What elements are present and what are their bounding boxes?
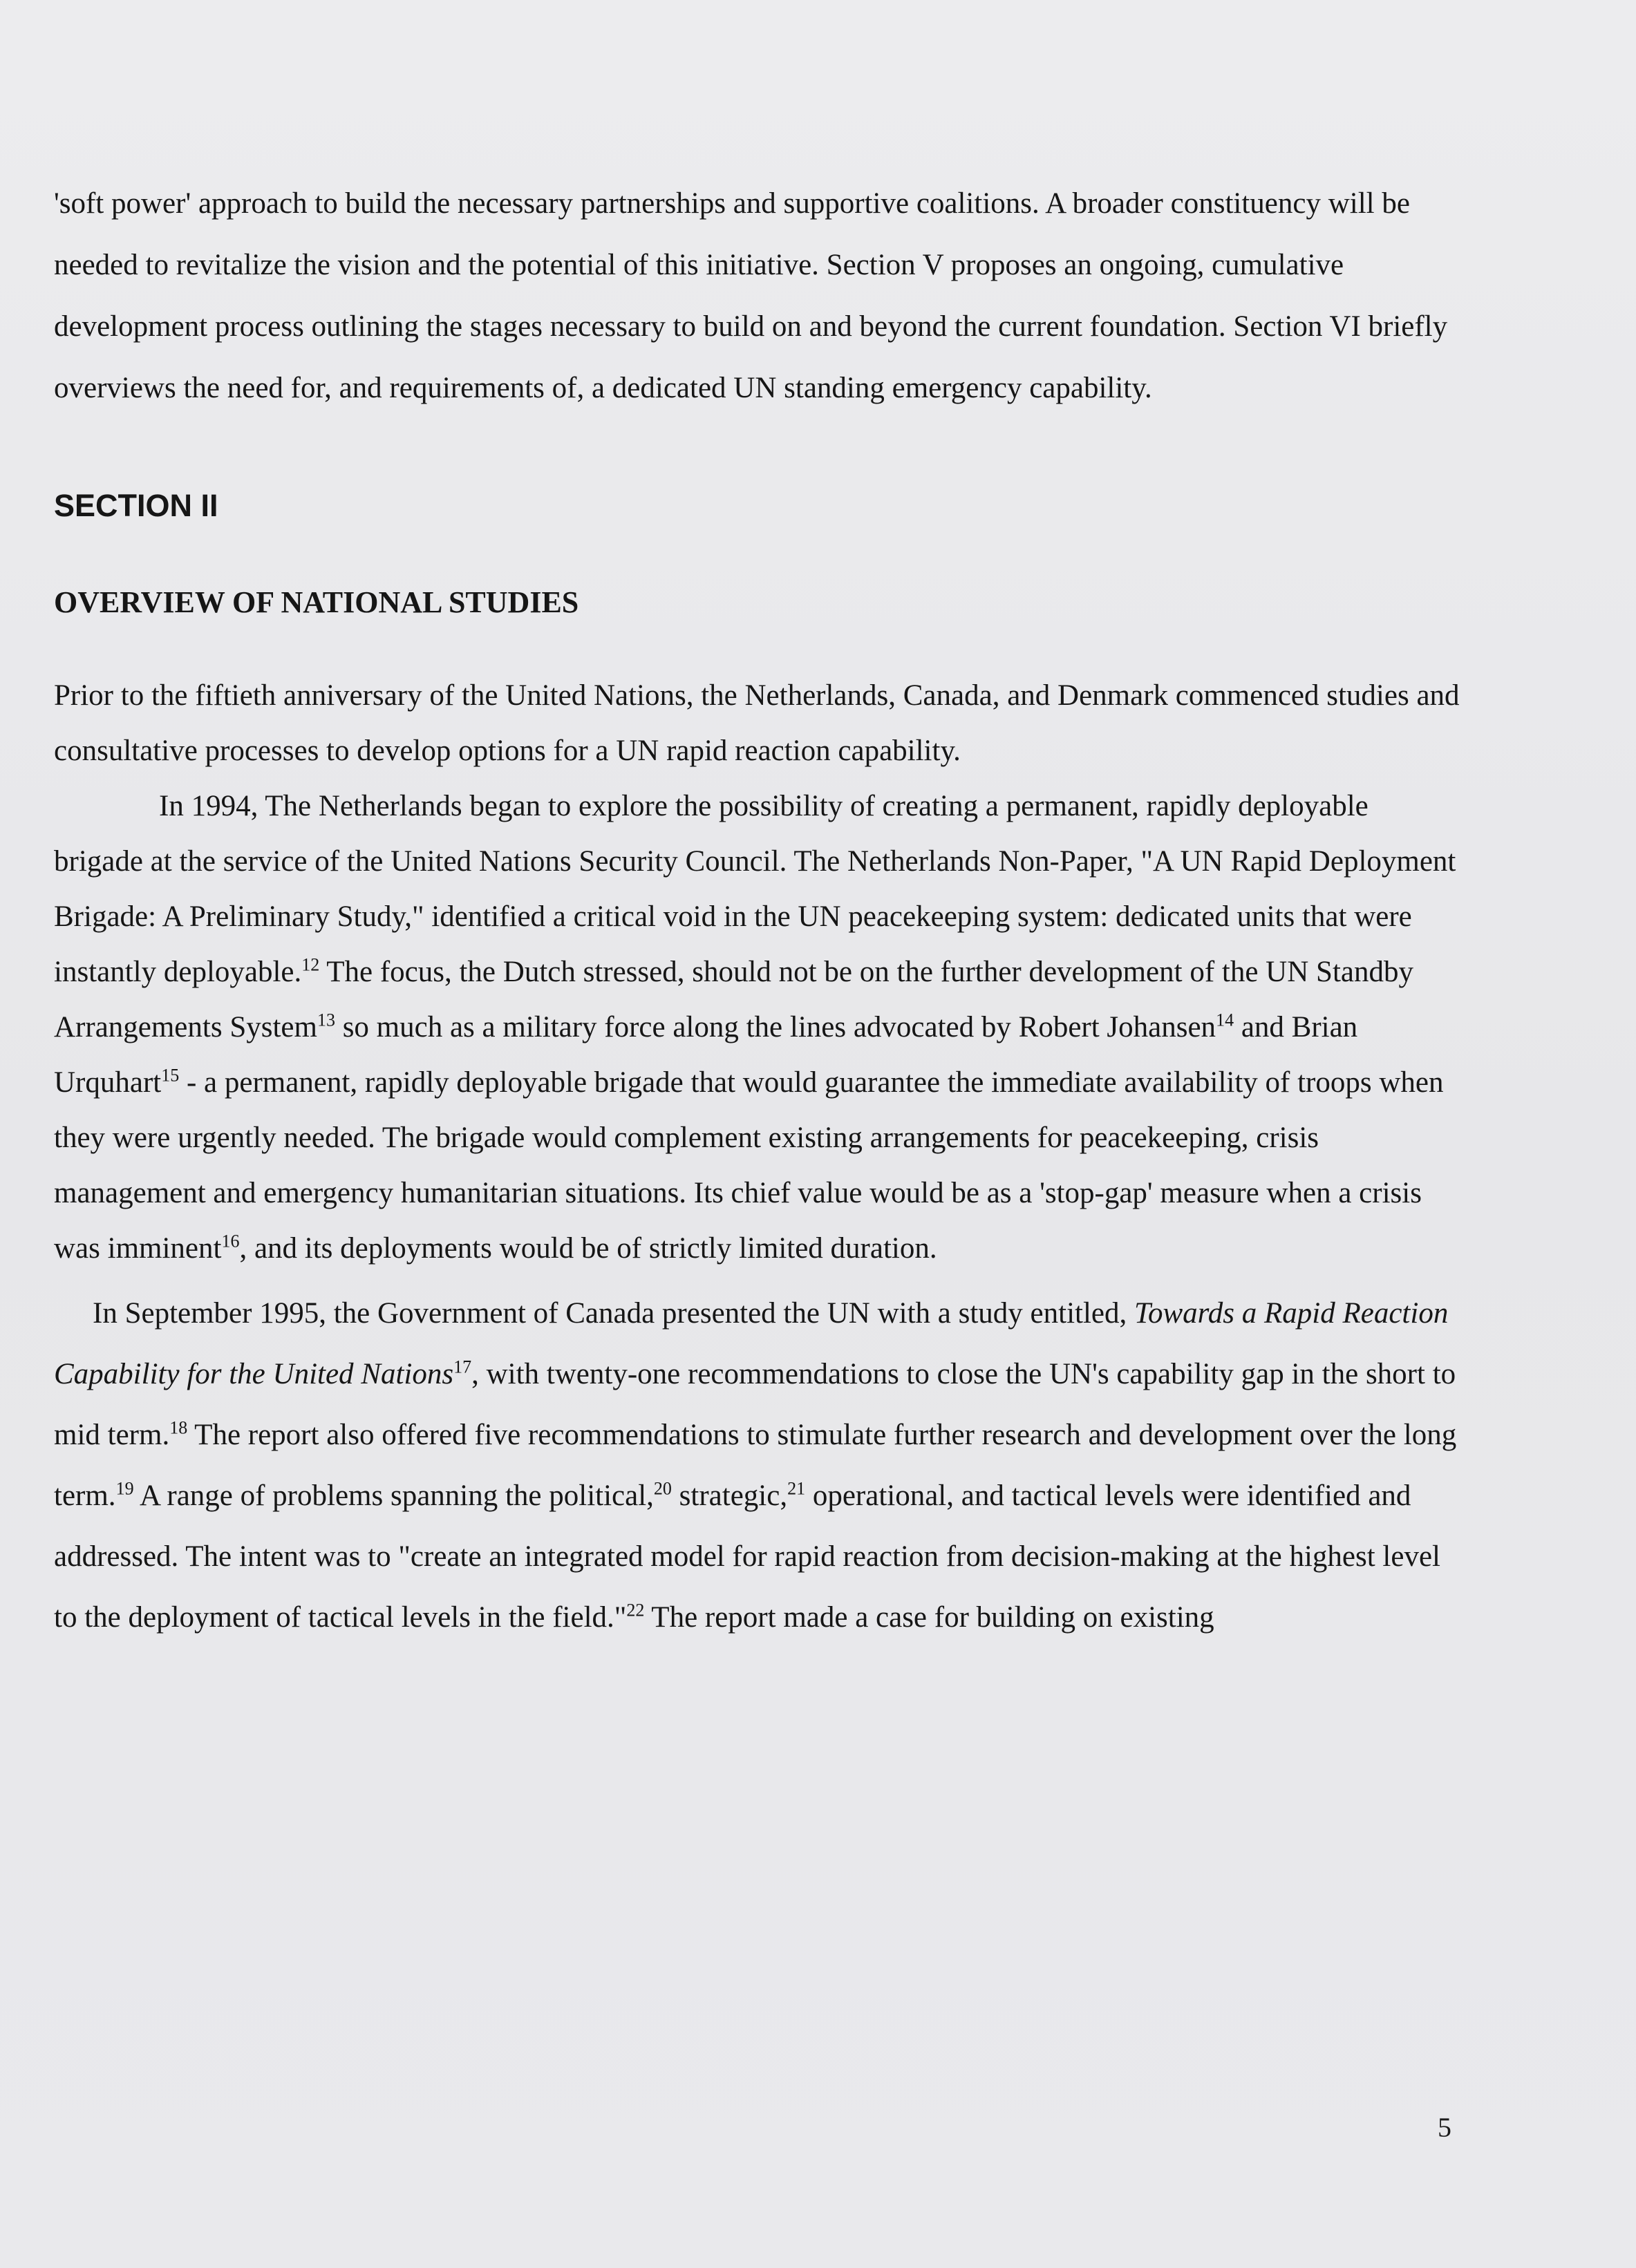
paragraph-canada: [54, 1283, 1464, 1648]
text-segment: A range of problems spanning the political,: [133, 1480, 654, 1512]
text-segment: The report made a case for building on existing: [644, 1601, 1214, 1634]
footnote-ref: 15: [161, 1065, 180, 1086]
page-number: 5: [1438, 2112, 1451, 2143]
page-content: [54, 173, 1464, 1648]
footnote-ref: 17: [453, 1357, 472, 1377]
text-segment: , with twenty-one recommendations to close the UN's capability gap in the short to mid term.: [54, 1358, 1456, 1451]
text-segment: so much as a military force along the lines advocated by Robert Johansen: [335, 1011, 1216, 1043]
footnote-ref: 20: [653, 1478, 672, 1499]
paragraph-national-studies: Prior to the fiftieth anniversary of the United Nations, the Netherlands, Canada, and Denmark commenced studies and consultative processes to develop options for a UN rapid reaction capability.: [54, 679, 1460, 767]
intro-paragraph: 'soft power' approach to build the necessary partnerships and supportive coalitions. A broader constituency will be needed to revitalize the vision and the potential of this initiative. Section V proposes an ongoing, cumulative development process outlining the stages necessary to build on and beyond the current foundation. Section VI briefly overviews the need for, and requirements of, a dedicated UN standing emergency capability.: [54, 187, 1448, 404]
text-segment: The report also offered five recommendations to stimulate further research and development over the long term.: [54, 1419, 1457, 1512]
footnote-ref: 21: [787, 1478, 806, 1499]
text-segment: The focus, the Dutch stressed, should not be on the further development of the UN Standby Arrangements System: [54, 956, 1413, 1043]
footnote-ref: 19: [115, 1478, 134, 1499]
footnote-ref: 22: [626, 1600, 645, 1620]
text-segment: strategic,: [671, 1480, 788, 1512]
footnote-ref: 16: [221, 1231, 240, 1251]
text-segment: , and its deployments would be of strictly limited duration.: [239, 1232, 937, 1265]
text-segment: and Brian Urquhart: [54, 1011, 1358, 1099]
text-segment: In September 1995, the Government of Canada presented the UN with a study entitled,: [93, 1297, 1134, 1330]
text-segment: In 1994, The Netherlands began to explore the possibility of creating a permanent, rapidly deployable brigade at the service of the United Nations Security Council. The Netherlands Non-Paper, "A UN Rapid Deployment Brigade: A Preliminary Study," identified a critical void in the UN peacekeeping system: dedicated units that were instantly deployable.: [54, 790, 1456, 988]
footnote-ref: 14: [1216, 1010, 1234, 1030]
paragraph-netherlands: [54, 779, 1464, 1276]
footnote-ref: 13: [317, 1010, 335, 1030]
text-segment: - a permanent, rapidly deployable brigade that would guarantee the immediate availability of troops when they were urgently needed. The brigade would complement existing arrangements for peacekeeping, crisis management and emergency humanitarian situations. Its chief value would be as a 'stop-gap' measure when a crisis was imminent: [54, 1066, 1444, 1265]
section-label: SECTION II: [54, 488, 218, 523]
study-title: Towards a Rapid Reaction Capability for the United Nations: [54, 1297, 1449, 1390]
footnote-ref: 12: [301, 954, 320, 975]
text-segment: operational, and tactical levels were identified and addressed. The intent was to "create an integrated model for rapid reaction from decision-making at the highest level to the deployment of tactical levels in the field.": [54, 1480, 1440, 1634]
section-title: OVERVIEW OF NATIONAL STUDIES: [54, 585, 579, 619]
footnote-ref: 18: [169, 1417, 188, 1438]
